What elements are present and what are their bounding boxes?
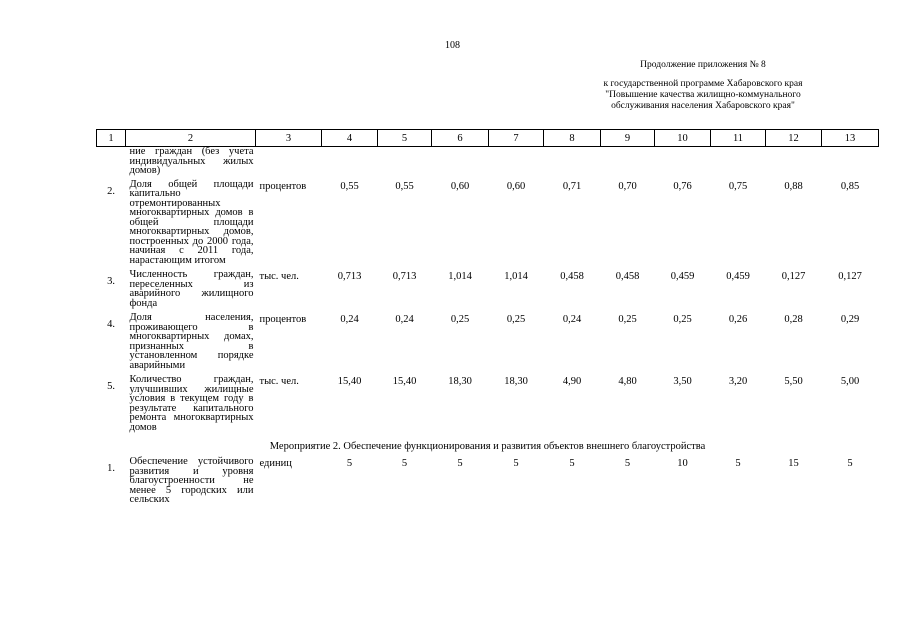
value-cell: 3,50 — [673, 376, 692, 387]
unit-of-measure: тыс. чел. — [259, 271, 299, 282]
value-cell: 3,20 — [728, 376, 748, 387]
value-cell: 0,26 — [728, 314, 748, 325]
value-cell: 5 — [735, 458, 741, 469]
empty-cell — [711, 147, 766, 180]
value-cell: 5,00 — [840, 376, 860, 387]
row-number: 3. — [107, 276, 115, 287]
value-cell: 0,75 — [728, 180, 748, 192]
value-cell: 0,25 — [618, 314, 637, 325]
column-header: 9 — [601, 130, 655, 147]
value-cell: 0,24 — [340, 314, 359, 325]
empty-cell — [489, 147, 544, 180]
unit-of-measure: процентов — [259, 180, 307, 192]
value-cell: 0,55 — [395, 180, 414, 192]
value-cell: 5 — [513, 458, 519, 469]
column-header: 10 — [655, 130, 711, 147]
appendix-line: к государственной программе Хабаровского края — [603, 79, 803, 89]
value-cell: 0,60 — [506, 180, 526, 192]
row-number — [97, 147, 126, 180]
value-cell: 1,014 — [448, 271, 472, 282]
value-cell: 0,25 — [450, 314, 470, 325]
column-header: 13 — [822, 130, 879, 147]
value-cell: 0,127 — [838, 271, 862, 282]
empty-cell — [378, 147, 432, 180]
empty-cell — [822, 147, 879, 180]
value-cell: 0,459 — [670, 271, 695, 282]
indicator-name: Количество граждан, улучшивших жилищные условия в текущем году в результате капитального ремонта многоквартирных домов — [129, 374, 254, 433]
value-cell: 0,55 — [340, 180, 359, 192]
value-cell: 1,014 — [504, 271, 528, 282]
value-cell: 0,60 — [450, 180, 470, 192]
section-row — [97, 437, 879, 457]
table-row — [97, 270, 879, 313]
column-header: 6 — [432, 130, 489, 147]
column-header: 4 — [322, 130, 378, 147]
unit-of-measure: процентов — [259, 314, 307, 325]
indicator-name: Численность граждан, переселенных из аварийного жилищного фонда — [129, 269, 254, 309]
unit-of-measure: тыс. чел. — [259, 376, 299, 387]
empty-cell — [655, 147, 711, 180]
column-header: 2 — [126, 130, 256, 147]
value-cell: 5 — [346, 458, 353, 469]
value-cell: 18,30 — [448, 376, 472, 387]
empty-cell — [256, 147, 322, 180]
table-row — [97, 375, 879, 437]
indicator-name: Доля населения, проживающего в многоквартирных домах, признанных в установленном порядке аварийными — [129, 312, 254, 371]
table-header-row — [97, 130, 879, 147]
value-cell: 0,25 — [506, 314, 526, 325]
page-number: 108 — [445, 40, 460, 51]
appendix-continuation: Продолжение приложения № 8 — [640, 60, 766, 70]
empty-cell — [766, 147, 822, 180]
section-title: Мероприятие 2. Обеспечение функционирования и развития объектов внешнего благоустройства — [269, 441, 706, 452]
appendix-line: обслуживания населения Хабаровского края" — [611, 101, 795, 111]
column-header: 5 — [378, 130, 432, 147]
table-row — [97, 313, 879, 375]
row-number: 5. — [107, 381, 115, 392]
value-cell: 5 — [457, 458, 463, 469]
value-cell: 0,88 — [784, 180, 803, 192]
empty-cell — [432, 147, 489, 180]
table-row — [97, 147, 879, 180]
value-cell: 0,29 — [840, 314, 860, 325]
indicator-name: Доля общей площади капитально отремонтированных многоквартирных домов в общей площади многоквартирных домов, построенных до 2000 года, начиная с 2011 года, нарастающим итогом — [129, 178, 254, 266]
value-cell: 5 — [847, 458, 853, 469]
appendix-line: "Повышение качества жилищно-коммунального — [605, 90, 801, 100]
value-cell: 5 — [401, 458, 408, 469]
value-cell: 0,459 — [726, 271, 750, 282]
value-cell: 0,71 — [562, 180, 582, 192]
column-header: 7 — [489, 130, 544, 147]
value-cell: 10 — [677, 458, 688, 469]
column-header: 12 — [766, 130, 822, 147]
value-cell: 4,80 — [618, 376, 637, 387]
value-cell: 0,24 — [562, 314, 582, 325]
value-cell: 15,40 — [392, 376, 417, 387]
appendix-note — [543, 60, 863, 112]
row-number: 4. — [107, 319, 115, 330]
value-cell: 18,30 — [504, 376, 528, 387]
value-cell: 0,28 — [784, 314, 803, 325]
value-cell: 0,25 — [673, 314, 692, 325]
value-cell: 0,127 — [781, 271, 806, 282]
value-cell: 15,40 — [337, 376, 362, 387]
column-header: 8 — [544, 130, 601, 147]
value-cell: 0,76 — [673, 180, 692, 192]
indicator-name: Обеспечение устойчивого развития и уровня благоустроенности не менее 5 городских или сельских — [129, 456, 254, 505]
value-cell: 0,713 — [337, 271, 362, 282]
empty-cell — [601, 147, 655, 180]
indicators-table — [96, 129, 879, 510]
indicator-name: ние граждан (без учета индивидуальных жилых домов) — [129, 146, 254, 176]
empty-cell — [322, 147, 378, 180]
column-header: 3 — [256, 130, 322, 147]
column-header: 11 — [711, 130, 766, 147]
value-cell: 0,85 — [840, 180, 860, 192]
unit-of-measure: единиц — [259, 458, 292, 469]
value-cell: 5 — [624, 458, 631, 469]
value-cell: 0,458 — [615, 271, 640, 282]
value-cell: 5 — [569, 458, 575, 469]
value-cell: 15 — [788, 458, 799, 469]
table-row — [97, 180, 879, 271]
value-cell: 0,70 — [618, 180, 637, 192]
value-cell: 5,50 — [784, 376, 803, 387]
row-number: 2. — [107, 185, 115, 197]
empty-cell — [544, 147, 601, 180]
value-cell: 0,713 — [392, 271, 417, 282]
value-cell: 0,458 — [560, 271, 584, 282]
value-cell: 4,90 — [562, 376, 582, 387]
table-row — [97, 457, 879, 510]
row-number: 1. — [107, 463, 115, 474]
column-header: 1 — [97, 130, 126, 147]
value-cell: 0,24 — [395, 314, 414, 325]
